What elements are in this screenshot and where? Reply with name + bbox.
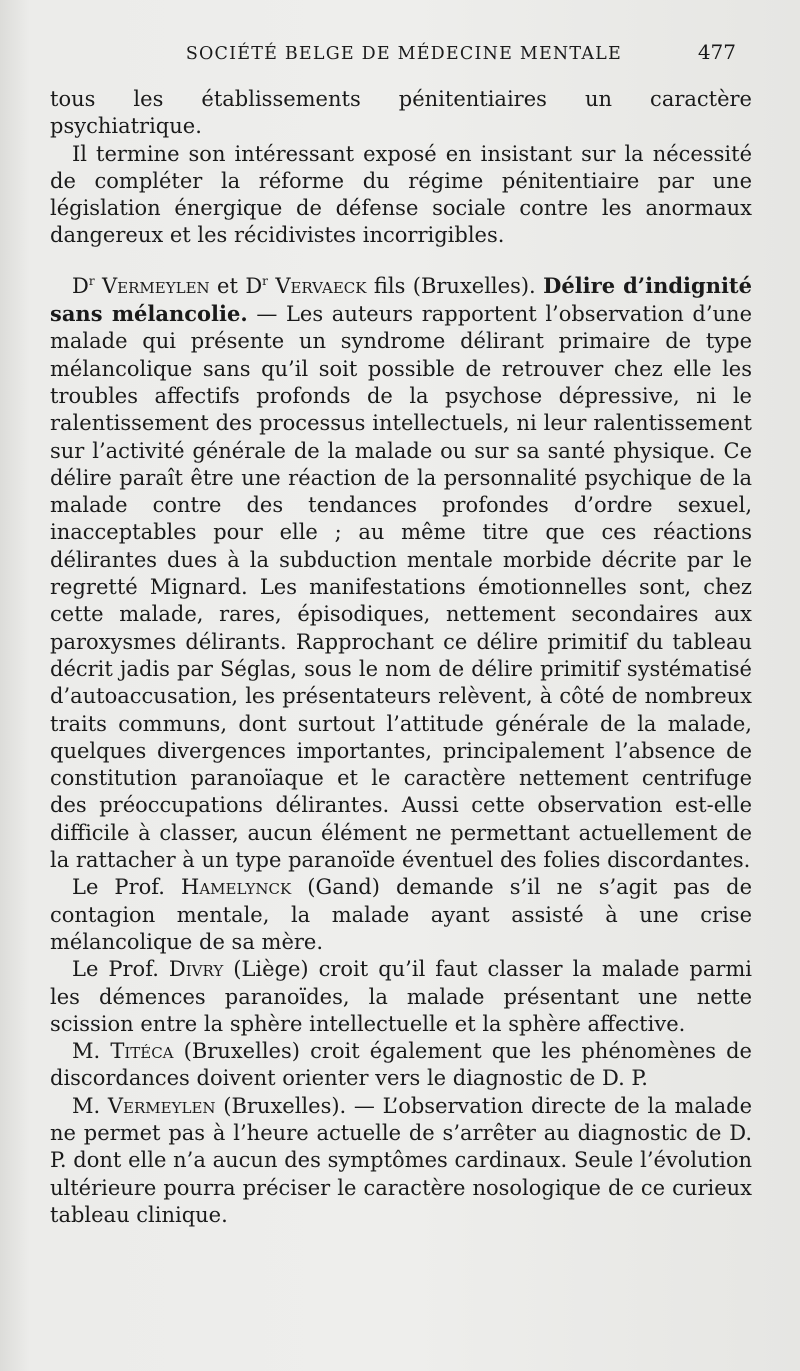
speaker-prefix: Le Prof. [72, 875, 182, 900]
communication-text: — Les auteurs rapportent l’observation d’une malade qui présente un syndrome délirant primaire de type mélancolique sans qu’il soit possible de retrouver chez elle les troubles affectifs profonds de la psychose dépressive, ni le ralentissement des processus intellectuels, ni leur ralentissement sur l’activité générale de la malade ou sur sa santé physique. Ce délire paraît être une réaction de la personnalité psychique de la malade contre des tendances profondes d’ordre sexuel, inacceptables pour elle ; au même titre que ces réactions délirantes dues à la subduction mentale morbide décrite par le regretté Mignard. Les manifestations émotionnelles sont, chez cette malade, rares, épisodiques, nettement secondaires aux paroxysmes délirants. Rapprochant ce délire primitif du tableau décrit jadis par Séglas, sous le nom de délire primitif systématisé d’autoaccusation, les présentateurs relèvent, à côté de nombreux traits communs, dont surtout l’attitude générale de la malade, quelques divergences importantes, principalement l’absence de constitution paranoïaque et le caractère nettement centrifuge des préoccupations délirantes. Aussi cette observation est-elle difficile à classer, aucun élément ne permettant actuellement de la rattacher à un type paranoïde éventuel des folies discordantes. [50, 302, 752, 873]
doctor-abbrev-1-sup: r [88, 273, 95, 288]
paragraph-discussion-titeca [50, 1038, 752, 1093]
speaker-text: (Bruxelles) croit également que les phénomènes de discordances doivent orienter vers le diagnostic de D. P. [50, 1039, 752, 1091]
conjunction: et [209, 273, 246, 298]
paragraph-continuation: tous les établissements pénitentiaires un caractère psychiatrique. [50, 87, 752, 139]
speaker-text: (Liège) croit qu’il faut classer la malade parmi les démences paranoïdes, la malade présentant une nette scission entre la sphère intellectuelle et la sphère affective. [50, 957, 753, 1036]
page-number: 477 [697, 40, 736, 64]
doctor-abbrev-2: D [245, 273, 263, 298]
paragraph-communication [50, 272, 752, 875]
author-name-1: Vermeylen [102, 273, 210, 298]
speaker-name: Titéca [110, 1039, 174, 1064]
speaker-prefix: M. [72, 1093, 108, 1118]
doctor-abbrev-2-sup: r [262, 273, 268, 288]
speaker-prefix: M. [72, 1039, 111, 1064]
running-title: SOCIÉTÉ BELGE DE MÉDECINE MENTALE [185, 44, 622, 64]
speaker-name: Hamelynck [181, 875, 292, 900]
speaker-name: Vermeylen [107, 1093, 216, 1118]
paragraph-discussion-hamelynck [50, 874, 752, 956]
paragraph-discussion-vermeylen [50, 1093, 752, 1229]
author-name-2: Vervaeck [275, 273, 367, 298]
running-head [50, 40, 752, 86]
author-affiliation: fils (Bruxelles). [366, 273, 544, 298]
speaker-name: Divry [168, 957, 224, 982]
paragraph-discussion-divry [50, 956, 752, 1038]
doctor-abbrev-1: D [72, 273, 89, 298]
speaker-prefix: Le Prof. [72, 957, 169, 982]
speaker-text: (Bruxelles). — L’observation directe de la malade ne permet pas à l’heure actuelle de s’arrêter au diagnostic de D. P. dont elle n’a aucun des symptômes cardinaux. Seule l’évolution ultérieure pourra préciser le caractère nosologique de ce curieux tableau clinique. [50, 1093, 752, 1227]
paragraph-conclusion: Il termine son intéressant exposé en insistant sur la nécessité de compléter la réforme du régime pénitentiaire par une législation énergique de défense sociale contre les anormaux dangereux et les récidivistes incorrigibles. [50, 141, 752, 248]
communication-title: Délire d’indignité sans mélancolie. [50, 272, 752, 327]
speaker-text: (Gand) demande s’il ne s’agit pas de contagion mentale, la malade ayant assisté à une crise mélancolique de sa mère. [50, 875, 753, 954]
body-text [50, 86, 752, 1229]
